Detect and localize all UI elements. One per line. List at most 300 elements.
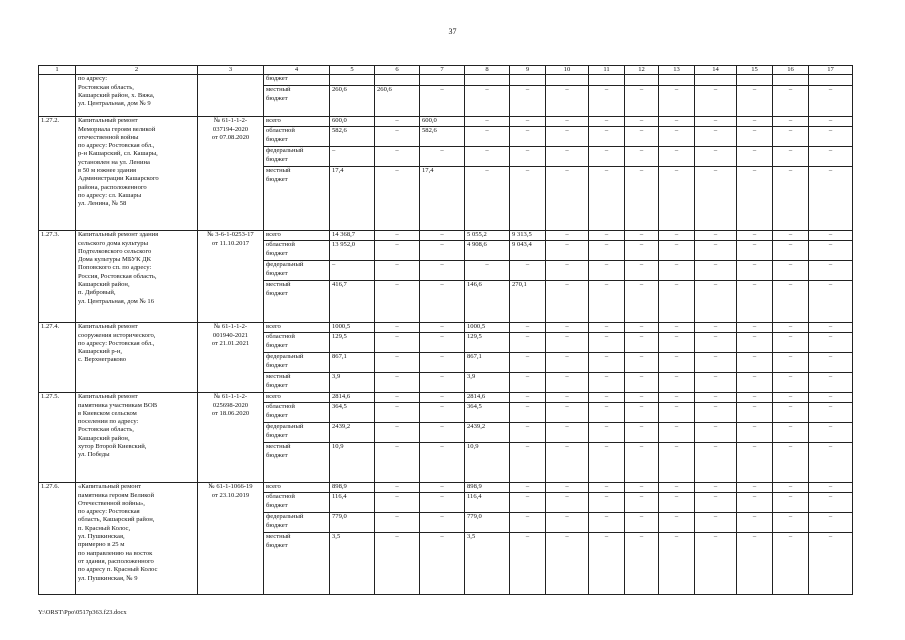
value-cell: – <box>659 117 695 127</box>
value-cell: – <box>737 261 773 281</box>
object-name: Капитальный ремонт Мемориала героям великой отечественной войны по адресу: Ростовская обл., р-н Кашарский, сл. Кашары, установлен на ул. Ленина в 50 м южнее здания Администрации Кашарского района, расположенного по адресу: сл. Кашары ул. Ленина, № 58 <box>76 117 198 231</box>
value-cell: – <box>625 147 659 167</box>
value-cell: 260,6 <box>330 86 375 117</box>
value-cell: – <box>625 353 659 373</box>
value-cell: – <box>420 423 465 443</box>
header-cell: 1 <box>39 66 76 75</box>
funding-source: областной бюджет <box>264 403 330 423</box>
value-cell: – <box>809 403 853 423</box>
value-cell: – <box>659 483 695 493</box>
value-cell: – <box>510 533 546 595</box>
value-cell: – <box>420 373 465 393</box>
value-cell: – <box>510 167 546 231</box>
value-cell: – <box>659 323 695 333</box>
value-cell: – <box>809 513 853 533</box>
value-cell <box>589 75 625 86</box>
value-cell: – <box>546 483 589 493</box>
permit-document: № 61-1-1-2- 001940-2021 от 21.01.2021 <box>198 323 264 393</box>
funding-source: федеральный бюджет <box>264 261 330 281</box>
value-cell: – <box>695 147 737 167</box>
value-cell: – <box>773 86 809 117</box>
value-cell: – <box>773 241 809 261</box>
value-cell <box>659 75 695 86</box>
value-cell: – <box>659 241 695 261</box>
table-row <box>39 231 853 241</box>
value-cell: – <box>625 261 659 281</box>
value-cell: – <box>695 483 737 493</box>
value-cell: – <box>773 323 809 333</box>
value-cell: 582,6 <box>330 127 375 147</box>
value-cell: – <box>546 493 589 513</box>
value-cell: – <box>375 393 420 403</box>
value-cell: – <box>510 261 546 281</box>
value-cell: – <box>330 147 375 167</box>
value-cell: – <box>465 117 510 127</box>
funding-source: федеральный бюджет <box>264 147 330 167</box>
value-cell: – <box>589 241 625 261</box>
value-cell: – <box>625 423 659 443</box>
value-cell: – <box>625 393 659 403</box>
value-cell: – <box>625 241 659 261</box>
table-row <box>39 393 853 403</box>
value-cell: – <box>420 261 465 281</box>
value-cell: – <box>773 231 809 241</box>
value-cell: – <box>420 323 465 333</box>
value-cell: – <box>589 127 625 147</box>
value-cell: – <box>375 443 420 483</box>
value-cell: – <box>659 533 695 595</box>
value-cell: – <box>809 261 853 281</box>
value-cell: – <box>546 261 589 281</box>
page-number: 37 <box>448 27 457 36</box>
funding-source: федеральный бюджет <box>264 513 330 533</box>
value-cell: 270,1 <box>510 281 546 323</box>
value-cell: 779,0 <box>330 513 375 533</box>
value-cell: – <box>510 333 546 353</box>
value-cell: – <box>737 533 773 595</box>
value-cell: – <box>737 231 773 241</box>
value-cell: – <box>546 353 589 373</box>
funding-source: всего <box>264 483 330 493</box>
value-cell: – <box>589 443 625 483</box>
value-cell: 10,9 <box>330 443 375 483</box>
value-cell: – <box>659 403 695 423</box>
value-cell: – <box>420 281 465 323</box>
value-cell: 17,4 <box>420 167 465 231</box>
object-name: Капитальный ремонт сооружения исторического, по адресу: Ростовская обл., Кашарский р-н, с. Верхнеграково <box>76 323 198 393</box>
value-cell: – <box>659 443 695 483</box>
value-cell: 2814,6 <box>330 393 375 403</box>
value-cell: 4 908,6 <box>465 241 510 261</box>
value-cell: 867,1 <box>465 353 510 373</box>
value-cell: – <box>510 353 546 373</box>
header-cell: 17 <box>809 66 853 75</box>
header-cell: 3 <box>198 66 264 75</box>
value-cell: – <box>659 333 695 353</box>
object-name: «Капитальный ремонт памятника героям Великой Отечественной войны», по адресу: Ростовская область, Кашарский район, п. Красный Колос, ул. Пушкинская, примерно в 25 м по направлению на восток от здания, расположенного по адресу п. Красный Колос ул. Пушкинская, № 9 <box>76 483 198 595</box>
value-cell: – <box>737 513 773 533</box>
header-cell: 16 <box>773 66 809 75</box>
value-cell: – <box>510 443 546 483</box>
value-cell: – <box>420 333 465 353</box>
value-cell: – <box>737 373 773 393</box>
item-number: 1.27.6. <box>39 483 76 595</box>
value-cell: – <box>375 483 420 493</box>
value-cell: – <box>695 443 737 483</box>
value-cell: – <box>420 403 465 423</box>
value-cell: – <box>695 423 737 443</box>
value-cell: 600,0 <box>330 117 375 127</box>
object-name: по адресу: Ростовская область, Кашарский район, х. Вяжа, ул. Центральная, дом № 9 <box>76 75 198 117</box>
value-cell: 2814,6 <box>465 393 510 403</box>
value-cell: – <box>546 241 589 261</box>
value-cell: 9 043,4 <box>510 241 546 261</box>
value-cell: – <box>695 393 737 403</box>
value-cell: 1000,5 <box>465 323 510 333</box>
value-cell: – <box>809 117 853 127</box>
value-cell: – <box>659 493 695 513</box>
value-cell: – <box>546 167 589 231</box>
value-cell: – <box>773 117 809 127</box>
value-cell: – <box>420 483 465 493</box>
value-cell: – <box>773 423 809 443</box>
header-cell: 11 <box>589 66 625 75</box>
value-cell <box>330 75 375 86</box>
value-cell <box>420 75 465 86</box>
value-cell: – <box>695 86 737 117</box>
value-cell: – <box>420 533 465 595</box>
value-cell: – <box>420 493 465 513</box>
value-cell: – <box>465 147 510 167</box>
header-cell: 6 <box>375 66 420 75</box>
value-cell: – <box>809 353 853 373</box>
value-cell: – <box>510 373 546 393</box>
value-cell: 867,1 <box>330 353 375 373</box>
value-cell: – <box>625 403 659 423</box>
value-cell: – <box>375 167 420 231</box>
value-cell: – <box>546 403 589 423</box>
value-cell: 364,5 <box>330 403 375 423</box>
value-cell: – <box>773 373 809 393</box>
value-cell: – <box>589 373 625 393</box>
value-cell: – <box>695 261 737 281</box>
permit-document: № 61-1-1-2- 025698-2020 от 18.06.2020 <box>198 393 264 483</box>
header-cell: 15 <box>737 66 773 75</box>
value-cell: – <box>546 533 589 595</box>
value-cell: – <box>737 333 773 353</box>
header-cell: 4 <box>264 66 330 75</box>
value-cell: – <box>375 117 420 127</box>
value-cell: – <box>625 443 659 483</box>
value-cell: 14 368,7 <box>330 231 375 241</box>
value-cell: – <box>546 281 589 323</box>
value-cell: – <box>589 393 625 403</box>
value-cell: – <box>420 231 465 241</box>
value-cell: 1000,5 <box>330 323 375 333</box>
value-cell <box>625 75 659 86</box>
value-cell: 3,9 <box>330 373 375 393</box>
funding-source: местный бюджет <box>264 167 330 231</box>
value-cell: – <box>659 147 695 167</box>
value-cell: 146,6 <box>465 281 510 323</box>
value-cell: – <box>589 353 625 373</box>
value-cell: – <box>375 147 420 167</box>
value-cell: – <box>695 333 737 353</box>
permit-document: № 3-6-1-0253-17 от 11.10.2017 <box>198 231 264 323</box>
value-cell: 416,7 <box>330 281 375 323</box>
budget-table <box>38 65 853 595</box>
value-cell: – <box>695 241 737 261</box>
value-cell: – <box>625 373 659 393</box>
value-cell: – <box>589 261 625 281</box>
funding-source: областной бюджет <box>264 241 330 261</box>
value-cell: – <box>695 493 737 513</box>
value-cell: – <box>465 261 510 281</box>
value-cell: – <box>375 231 420 241</box>
value-cell: – <box>420 513 465 533</box>
value-cell: – <box>773 167 809 231</box>
value-cell: – <box>773 393 809 403</box>
value-cell: – <box>625 533 659 595</box>
value-cell: – <box>773 147 809 167</box>
value-cell: – <box>625 117 659 127</box>
table-row <box>39 117 853 127</box>
value-cell: – <box>737 493 773 513</box>
value-cell: – <box>737 86 773 117</box>
value-cell: – <box>420 353 465 373</box>
value-cell: – <box>737 281 773 323</box>
value-cell: – <box>737 127 773 147</box>
value-cell: 260,6 <box>375 86 420 117</box>
value-cell: 2439,2 <box>330 423 375 443</box>
value-cell: – <box>375 241 420 261</box>
table-row <box>39 483 853 493</box>
value-cell: 5 055,2 <box>465 231 510 241</box>
value-cell: 582,6 <box>420 127 465 147</box>
value-cell: – <box>695 281 737 323</box>
value-cell: – <box>589 423 625 443</box>
item-number: 1.27.4. <box>39 323 76 393</box>
value-cell: – <box>375 353 420 373</box>
value-cell: – <box>695 323 737 333</box>
value-cell: 3,9 <box>465 373 510 393</box>
value-cell: – <box>510 86 546 117</box>
value-cell: – <box>465 86 510 117</box>
value-cell: – <box>589 86 625 117</box>
header-cell: 7 <box>420 66 465 75</box>
value-cell: – <box>773 353 809 373</box>
header-cell: 5 <box>330 66 375 75</box>
value-cell: – <box>773 533 809 595</box>
value-cell: – <box>546 323 589 333</box>
value-cell: – <box>695 373 737 393</box>
funding-source: всего <box>264 231 330 241</box>
funding-source: федеральный бюджет <box>264 353 330 373</box>
value-cell: – <box>546 147 589 167</box>
value-cell: – <box>659 86 695 117</box>
funding-source: местный бюджет <box>264 533 330 595</box>
header-cell: 2 <box>76 66 198 75</box>
value-cell: – <box>809 86 853 117</box>
value-cell: – <box>420 393 465 403</box>
value-cell: – <box>773 483 809 493</box>
value-cell: – <box>625 483 659 493</box>
table-row <box>39 75 853 86</box>
value-cell: – <box>695 353 737 373</box>
value-cell: – <box>589 281 625 323</box>
value-cell: 3,5 <box>465 533 510 595</box>
value-cell: – <box>465 127 510 147</box>
header-row <box>39 66 853 75</box>
value-cell: – <box>546 423 589 443</box>
value-cell: – <box>809 323 853 333</box>
value-cell: – <box>375 513 420 533</box>
value-cell: – <box>809 167 853 231</box>
value-cell: 116,4 <box>330 493 375 513</box>
value-cell: – <box>773 443 809 483</box>
value-cell: – <box>375 323 420 333</box>
value-cell: – <box>510 403 546 423</box>
value-cell: – <box>659 423 695 443</box>
value-cell: 600,0 <box>420 117 465 127</box>
value-cell <box>375 75 420 86</box>
value-cell: – <box>589 333 625 353</box>
value-cell: – <box>695 533 737 595</box>
value-cell: – <box>420 86 465 117</box>
value-cell: – <box>375 281 420 323</box>
funding-source: бюджет <box>264 75 330 86</box>
value-cell: – <box>773 513 809 533</box>
value-cell: – <box>737 241 773 261</box>
value-cell: – <box>659 167 695 231</box>
header-cell: 9 <box>510 66 546 75</box>
header-cell: 14 <box>695 66 737 75</box>
permit-document: № 61-1-1066-19 от 23.10.2019 <box>198 483 264 595</box>
value-cell: – <box>589 533 625 595</box>
value-cell: – <box>773 333 809 353</box>
value-cell: – <box>659 261 695 281</box>
value-cell: – <box>737 117 773 127</box>
value-cell: 129,5 <box>330 333 375 353</box>
value-cell: – <box>546 127 589 147</box>
permit-document <box>198 75 264 117</box>
funding-source: местный бюджет <box>264 86 330 117</box>
value-cell: – <box>737 403 773 423</box>
footer-file-path: Y:\ORST\Ppo\0517p363.f23.docx <box>38 609 127 616</box>
value-cell: – <box>589 323 625 333</box>
value-cell: – <box>773 127 809 147</box>
value-cell: – <box>625 513 659 533</box>
value-cell: – <box>773 261 809 281</box>
header-cell: 10 <box>546 66 589 75</box>
object-name: Капитальный ремонт памятника участникам ВОВ в Киевском сельском поселении по адресу: Ростовская область, Кашарский район, хутор Второй Киевский, ул. Победы <box>76 393 198 483</box>
value-cell: – <box>809 493 853 513</box>
value-cell: – <box>809 231 853 241</box>
item-number: 1.27.5. <box>39 393 76 483</box>
table-row <box>39 323 853 333</box>
funding-source: всего <box>264 117 330 127</box>
value-cell: 10,9 <box>465 443 510 483</box>
value-cell: – <box>625 127 659 147</box>
funding-source: местный бюджет <box>264 281 330 323</box>
value-cell: – <box>737 483 773 493</box>
value-cell: – <box>809 483 853 493</box>
value-cell: – <box>589 493 625 513</box>
value-cell: – <box>375 127 420 147</box>
value-cell: 9 313,5 <box>510 231 546 241</box>
value-cell: – <box>659 513 695 533</box>
value-cell: – <box>737 147 773 167</box>
value-cell: – <box>589 167 625 231</box>
value-cell: 2439,2 <box>465 423 510 443</box>
value-cell: – <box>625 86 659 117</box>
value-cell: – <box>510 127 546 147</box>
value-cell: 17,4 <box>330 167 375 231</box>
funding-source: областной бюджет <box>264 127 330 147</box>
value-cell: – <box>546 117 589 127</box>
value-cell: – <box>659 231 695 241</box>
value-cell: – <box>809 373 853 393</box>
value-cell: 129,5 <box>465 333 510 353</box>
value-cell: – <box>625 231 659 241</box>
funding-source: местный бюджет <box>264 373 330 393</box>
value-cell: – <box>420 241 465 261</box>
value-cell: 13 952,0 <box>330 241 375 261</box>
value-cell: – <box>375 333 420 353</box>
value-cell: – <box>330 261 375 281</box>
item-number <box>39 75 76 117</box>
value-cell: – <box>659 353 695 373</box>
value-cell: – <box>510 483 546 493</box>
value-cell: – <box>420 443 465 483</box>
value-cell: – <box>695 231 737 241</box>
value-cell: – <box>773 281 809 323</box>
value-cell: 116,4 <box>465 493 510 513</box>
value-cell: – <box>737 443 773 483</box>
value-cell: – <box>510 147 546 167</box>
value-cell: – <box>546 333 589 353</box>
value-cell: – <box>737 393 773 403</box>
funding-source: областной бюджет <box>264 333 330 353</box>
value-cell: – <box>546 513 589 533</box>
value-cell <box>546 75 589 86</box>
value-cell: – <box>659 373 695 393</box>
value-cell: – <box>589 483 625 493</box>
value-cell: – <box>809 393 853 403</box>
header-cell: 8 <box>465 66 510 75</box>
value-cell <box>737 75 773 86</box>
value-cell: – <box>695 117 737 127</box>
value-cell: 779,0 <box>465 513 510 533</box>
funding-source: всего <box>264 323 330 333</box>
value-cell: – <box>737 353 773 373</box>
value-cell: – <box>809 281 853 323</box>
header-cell: 13 <box>659 66 695 75</box>
value-cell: – <box>510 493 546 513</box>
value-cell: – <box>510 323 546 333</box>
value-cell: – <box>737 423 773 443</box>
value-cell: – <box>546 231 589 241</box>
value-cell: – <box>625 281 659 323</box>
value-cell: – <box>695 167 737 231</box>
value-cell <box>809 75 853 86</box>
object-name: Капитальный ремонт здания сельского дома культуры Подтелковского сельского Дома культуры МБУК ДК Поповского сп. по адресу: Россия, Ростовская область, Кашарский район, п. Дибровый, ул. Центральная, дом № 16 <box>76 231 198 323</box>
value-cell: – <box>589 147 625 167</box>
funding-source: всего <box>264 393 330 403</box>
value-cell: – <box>809 241 853 261</box>
value-cell: – <box>809 127 853 147</box>
value-cell: – <box>695 513 737 533</box>
